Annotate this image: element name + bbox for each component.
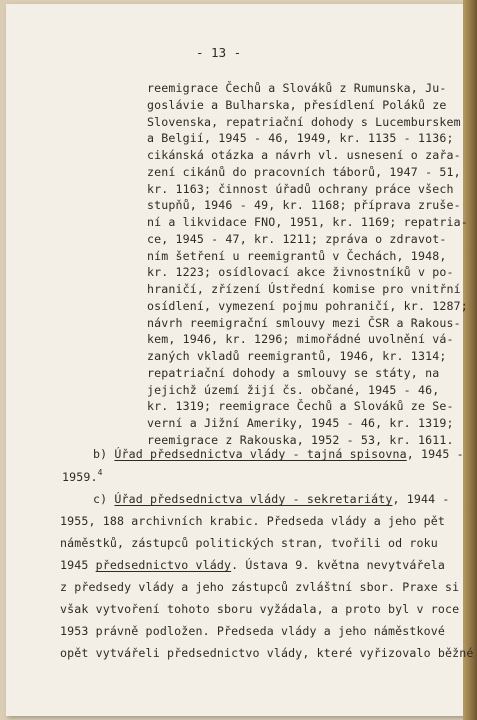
paragraph-line: ní a likvidace FNO, 1951, kr. 1169; repatria-	[147, 215, 468, 229]
page-number: - 13 -	[196, 45, 242, 60]
item-c-line-1: c) Úřad předsednictva vlády - sekretariáty, 1944 -	[93, 492, 450, 506]
paragraph-line: stupňů, 1946 - 49, kr. 1168; příprava zruše-	[147, 198, 461, 213]
paragraph-line: zaných vkladů reemigrantů, 1946, kr. 1314;	[147, 349, 447, 363]
paragraph-line: kr. 1319; reemigrace Čechů a Slováků ze Se-	[147, 399, 454, 414]
item-c-line-5: z předsedy vlády a jeho zástupců zvláštní sbor. Praxe si	[60, 580, 460, 594]
paragraph-line: ním šetření u reemigrantů v Čechách, 1948,	[147, 248, 447, 263]
item-c-line-3: náměstků, zástupců politických stran, tvořili od roku	[60, 536, 438, 550]
paragraph-line: kem, 1946, kr. 1296; mimořádné uvolnění vá-	[147, 332, 454, 347]
paragraph-line: repatriační dohody a smlouvy se státy, na	[147, 365, 440, 380]
paragraph-line: reemigrace z Rakouska, 1952 - 53, kr. 1611.	[147, 432, 454, 447]
paragraph-line: ce, 1945 - 47, kr. 1211; zpráva o zdravot-	[147, 231, 447, 246]
item-b-line-1: b) Úřad předsednictva vlády - tajná spisovna, 1945 -	[93, 447, 464, 461]
paragraph-line: goslávie a Bulharska, přesídlení Poláků ze	[147, 97, 447, 112]
binding-edge	[463, 0, 477, 720]
paragraph-line: návrh reemigrační smlouvy mezi ČSR a Rakous-	[147, 315, 461, 330]
paragraph-line: kr. 1163; činnost úřadů ochrany práce všech	[147, 181, 454, 196]
footnote-marker: 4	[97, 468, 103, 477]
item-c-underlined-term: předsednictvo vlády	[95, 558, 232, 572]
paragraph-line: hraničí, zřízení Ústřední komise pro vnitřní	[147, 282, 461, 296]
item-c-line-2: 1955, 188 archivních krabic. Předseda vlády a jeho pět	[60, 514, 446, 528]
paragraph-line: jejichž území žijí čs. občané, 1945 - 46,	[147, 382, 440, 397]
paragraph-line: reemigrace Čechů a Slováků z Rumunska, Ju-	[147, 81, 447, 95]
paragraph-line: kr. 1223; osídlovací akce živnostníků v po-	[147, 265, 454, 280]
paragraph-line: zení cikánů do pracovních táborů, 1947 - 51,	[147, 164, 461, 179]
paragraph-line: cikánská otázka a návrh vl. usnesení o zařa-	[147, 148, 461, 162]
paragraph-line: Slovenska, repatriační dohody s Lucemburskem	[147, 114, 461, 129]
item-b-title: Úřad předsednictva vlády - tajná spisovna	[114, 447, 407, 461]
paragraph-line: osídlení, vymezení pojmu pohraničí, kr. 1287;	[147, 298, 468, 313]
item-c-title: Úřad předsednictva vlády - sekretariáty	[114, 492, 393, 506]
item-b-line-2: 1959.$^4$	[62, 468, 103, 484]
paragraph-line: verní a Jižní Ameriky, 1945 - 46, kr. 1319;	[147, 416, 454, 430]
item-c-line-8: opět vytvářeli předsednictvo vlády, které vyřizovalo běžné	[60, 646, 474, 660]
item-c-line-6: však vytvoření tohoto sboru vyžádala, a proto byl v roce	[60, 602, 460, 616]
item-c-line-7: 1953 právně podložen. Předseda vlády a jeho náměstkové	[60, 624, 446, 638]
item-c-line-4: 1945 předsednictvo vlády. Ústava 9. května nevytvářela	[60, 558, 446, 572]
paragraph-line: a Belgií, 1945 - 46, 1949, kr. 1135 - 1136;	[147, 131, 454, 146]
